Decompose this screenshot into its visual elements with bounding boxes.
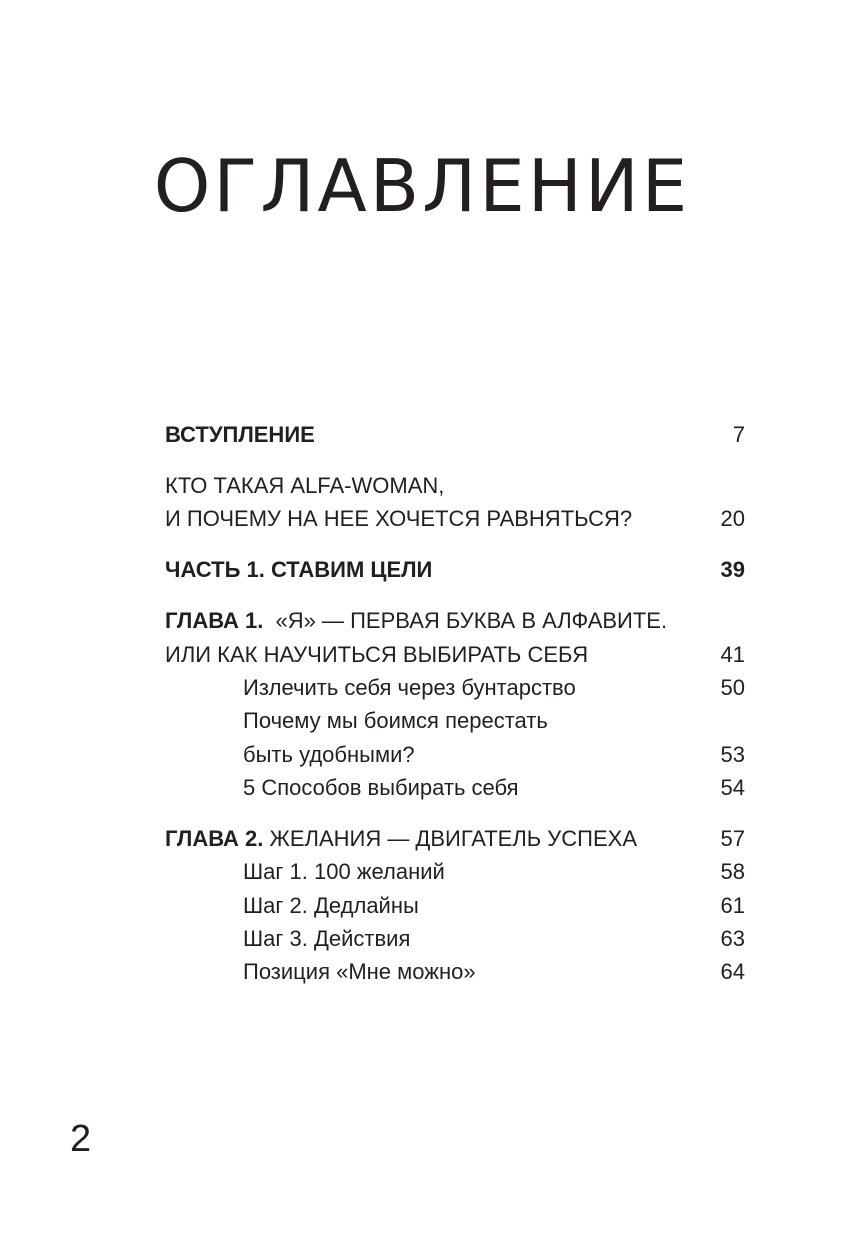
toc-entry-text: ИЛИ КАК НАУЧИТЬСЯ ВЫБИРАТЬ СЕБЯ: [165, 642, 589, 667]
toc-entry-text: Позиция «Мне можно»: [243, 959, 476, 984]
toc-entry-page: 58: [720, 859, 745, 884]
toc-entry-page: 39: [720, 557, 745, 582]
toc-entry-page: 64: [720, 959, 745, 984]
toc-entry-page: 41: [720, 642, 745, 667]
toc-entry-page: 20: [720, 506, 745, 531]
toc-entry-text: И ПОЧЕМУ НА НЕЕ ХОЧЕТСЯ РАВНЯТЬСЯ?: [165, 506, 633, 531]
toc-entry-text: КТО ТАКАЯ ALFA-WOMAN,: [165, 473, 445, 498]
toc-entry-text: 5 Способов выбирать себя: [243, 775, 519, 800]
toc-entry-text: «Я» — ПЕРВАЯ БУКВА В АЛФАВИТЕ.: [275, 608, 668, 633]
toc-entry-text: Шаг 1. 100 желаний: [243, 859, 445, 884]
toc-entry-page: 57: [720, 826, 745, 851]
chapter-label: ГЛАВА 2.: [165, 826, 264, 851]
toc-entry-page: 7: [732, 422, 745, 447]
toc-entry-page: 53: [720, 742, 745, 767]
page-number: 2: [70, 1118, 92, 1160]
toc-entry-text: Шаг 3. Действия: [243, 926, 411, 951]
toc-entry-text: быть удобными?: [243, 742, 415, 767]
toc-entry-text: Шаг 2. Дедлайны: [243, 893, 419, 918]
toc-entry-page: 50: [720, 675, 745, 700]
toc-entry-page: 61: [720, 893, 745, 918]
page-title: ОГЛАВЛЕНИЕ: [153, 144, 691, 228]
toc-entry-text: ВСТУПЛЕНИЕ: [165, 422, 315, 447]
toc-entry-text: ЧАСТЬ 1. СТАВИМ ЦЕЛИ: [165, 557, 433, 582]
toc-entry-page: 54: [720, 775, 745, 800]
toc-entry-text: Излечить себя через бунтарство: [243, 675, 576, 700]
toc-entry-page: 63: [720, 926, 745, 951]
chapter-label: ГЛАВА 1.: [165, 608, 264, 633]
toc-entry-text: ЖЕЛАНИЯ — ДВИГАТЕЛЬ УСПЕХА: [269, 826, 638, 851]
toc-entry-text: Почему мы боимся перестать: [243, 708, 548, 733]
